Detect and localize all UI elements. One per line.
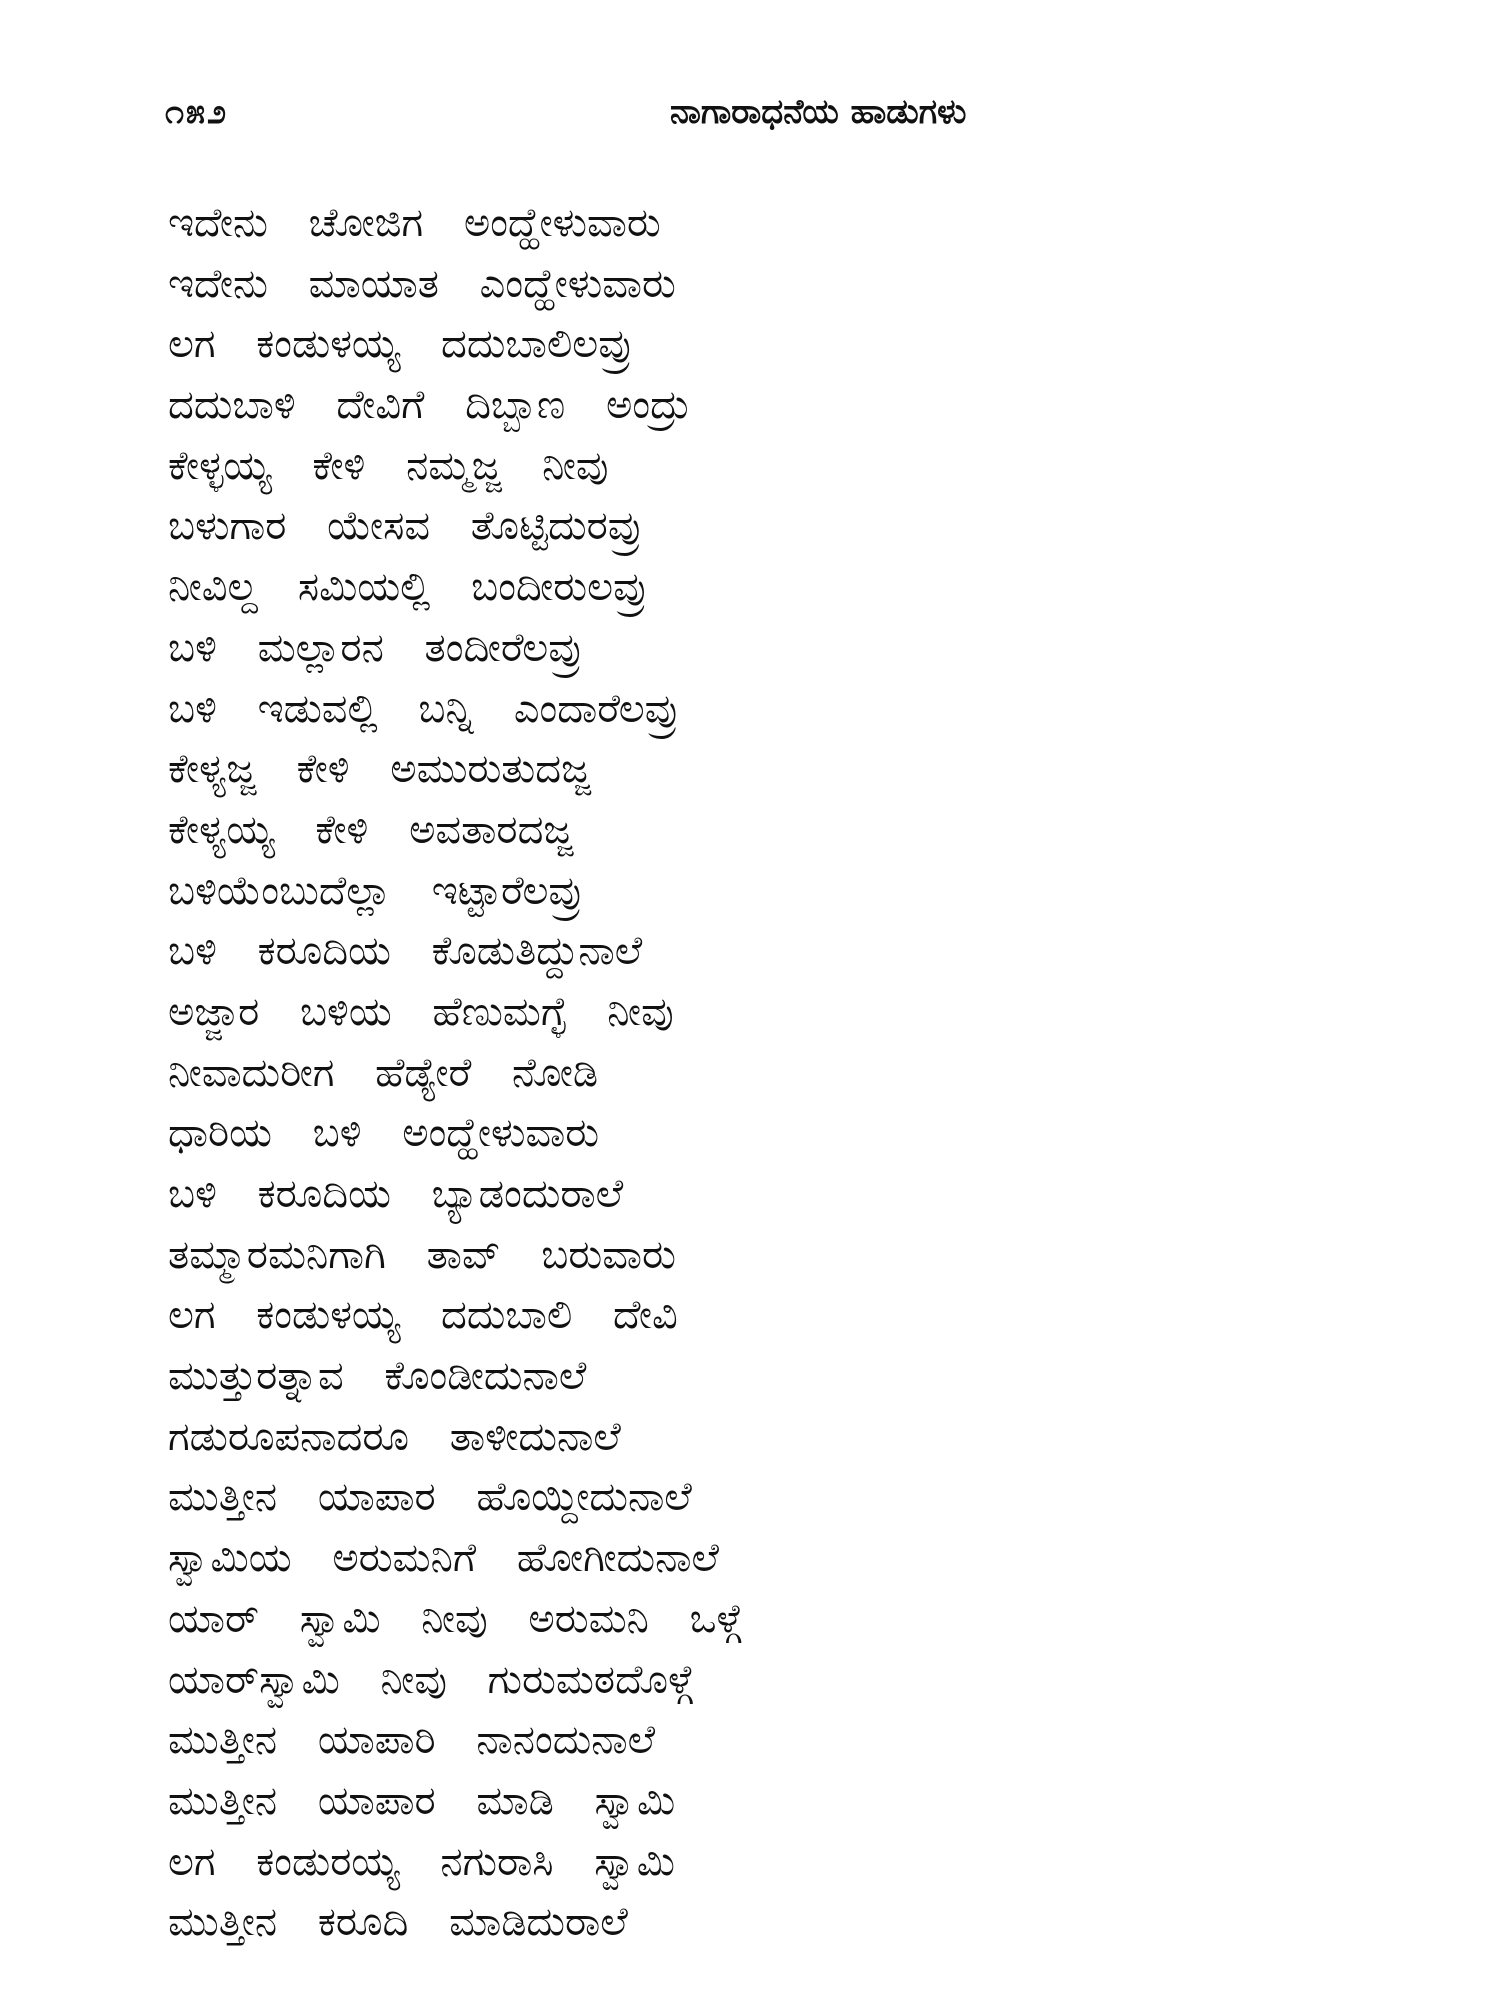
- verse-line: ಇದೇನು ಚೋಜಿಗ ಅಂದ್ಹೇಳುವಾರು: [168, 200, 661, 246]
- verse-line: ಕೇಳ್ಯಜ್ಜ ಕೇಳಿ ಅಮುರುತುದಜ್ಜ: [168, 746, 591, 793]
- verse-line: ಬಳಿ ಮಲ್ಲಾರನ ತಂದೀರೆಲವ್ರು: [168, 624, 583, 671]
- verse-line: ಮುತ್ತೀನ ಯಾಪಾರಿ ನಾನಂದುನಾಲೆ: [168, 1717, 656, 1764]
- running-title: ನಾಗಾರಾಧನೆಯ ಹಾಡುಗಳು: [670, 92, 967, 132]
- verse-line: ಕೇಳ್ಳಯ್ಯ ಕೇಳಿ ನಮ್ಮಜ್ಜ ನೀವು: [168, 442, 609, 489]
- verse-line: ಮುತ್ತೀನ ಯಾಪಾರ ಮಾಡಿ ಸ್ವಾಮಿ: [168, 1777, 676, 1824]
- verse-line: ಇದೇನು ಮಾಯಾತ ಎಂದ್ಹೇಳುವಾರು: [168, 260, 676, 307]
- verse-line: ಸ್ವಾಮಿಯ ಅರುಮನಿಗೆ ಹೋಗೀದುನಾಲೆ: [168, 1535, 719, 1582]
- page-header: [165, 92, 1165, 142]
- page-number: ೧೫೨: [165, 92, 229, 132]
- verse-line: ಬಳುಗಾರ ಯೇಸವ ತೊಟ್ಟಿದುರವ್ರು: [168, 503, 643, 550]
- verse-line: ಅಜ್ಜಾರ ಬಳಿಯ ಹೆಣುಮಗ್ಳೆ ನೀವು: [168, 988, 674, 1035]
- verse-line: ಲಗ ಕಂಡುಳಯ್ಯ ದದುಬಾಲಿಲವ್ರು: [168, 321, 633, 368]
- verse-line: ಮುತ್ತುರತ್ನಾವ ಕೊಂಡೀದುನಾಲೆ: [168, 1353, 587, 1400]
- verse-line: ಲಗ ಕಂಡುಳಯ್ಯ ದದುಬಾಲಿ ದೇವಿ: [168, 1292, 678, 1339]
- verse-line: ಬಳಿಯೆಂಬುದೆಲ್ಲಾ ಇಟ್ಟಾರೆಲವ್ರು: [168, 867, 583, 914]
- verse-line: ತಮ್ಮಾರಮನಿಗಾಗಿ ತಾವ್ ಬರುವಾರು: [168, 1231, 676, 1278]
- verse-line: ದದುಬಾಳಿ ದೇವಿಗೆ ದಿಬ್ಬಾಣ ಅಂದ್ರು: [168, 382, 691, 429]
- verse-line: ನೀವಾದುರೀಗ ಹೆಡ್ಯೇರೆ ನೋಡಿ: [168, 1049, 599, 1096]
- verse-line: ಬಳಿ ಕರೂದಿಯ ಬ್ಯಾಡಂದುರಾಲೆ: [168, 1171, 624, 1217]
- verse-line: ಮುತ್ತೀನ ಕರೂದಿ ಮಾಡಿದುರಾಲೆ: [168, 1899, 628, 1946]
- verse-line: ನೀವಿಲ್ದ ಸಮಿಯಲ್ಲಿ ಬಂದೀರುಲವ್ರು: [168, 564, 648, 611]
- verse-line: ಬಳಿ ಇಡುವಲ್ಲಿ ಬನ್ನಿ ಎಂದಾರೆಲವ್ರು: [168, 685, 679, 732]
- verse-line: ಬಳಿ ಕರೂದಿಯ ಕೊಡುತಿದ್ದುನಾಲೆ: [168, 928, 643, 975]
- verse-line: ಧಾರಿಯ ಬಳಿ ಅಂದ್ಹೇಳುವಾರು: [168, 1110, 600, 1157]
- verse-line: ಗಡುರೂಪನಾದರೂ ತಾಳೀದುನಾಲೆ: [168, 1413, 621, 1460]
- verse-line: ಮುತ್ತೀನ ಯಾಪಾರ ಹೊಯ್ದೀದುನಾಲೆ: [168, 1474, 692, 1521]
- verse-line: ಯಾರ್ ಸ್ವಾಮಿ ನೀವು ಅರುಮನಿ ಒಳ್ಗೆ: [168, 1595, 743, 1642]
- verse-line: ಕೇಳ್ಯಯ್ಯ ಕೇಳಿ ಅವತಾರದಜ್ಜ: [168, 806, 574, 853]
- song-verse: [168, 193, 1268, 1953]
- verse-line: ಯಾರ್‌ಸ್ವಾಮಿ ನೀವು ಗುರುಮಠದೊಳ್ಗೆ: [168, 1656, 694, 1703]
- verse-line: ಲಗ ಕಂಡುರಯ್ಯ ನಗುರಾಸಿ ಸ್ವಾಮಿ: [168, 1838, 676, 1885]
